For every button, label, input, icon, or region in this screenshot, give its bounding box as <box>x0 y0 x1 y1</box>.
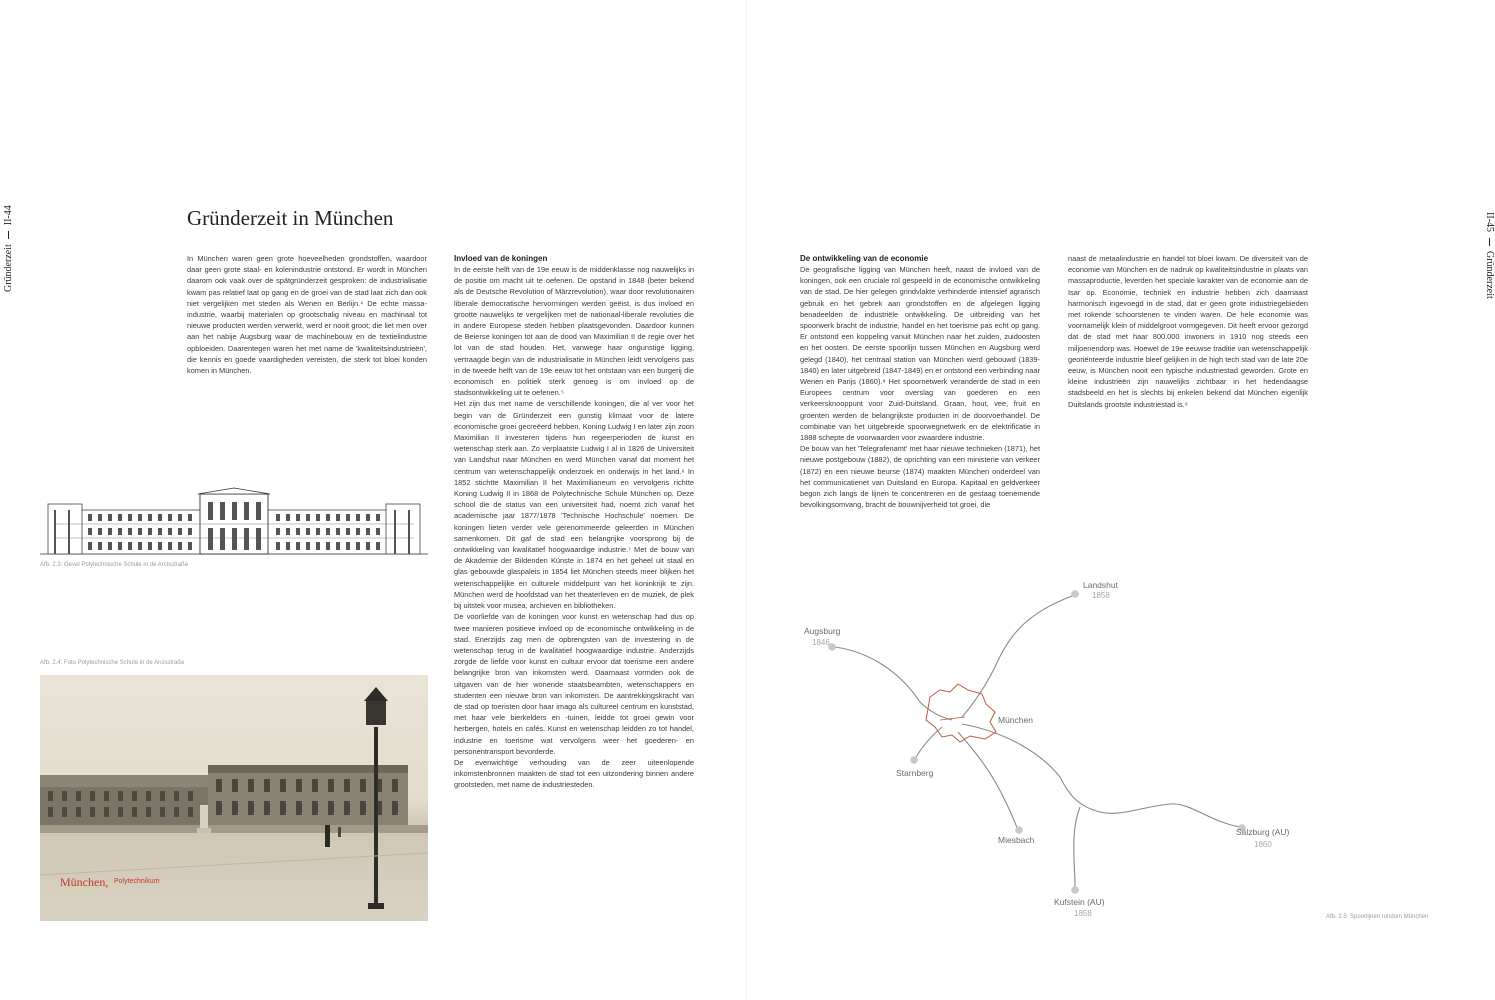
station-label-salzburg: Salzburg (AU) <box>1236 827 1290 837</box>
running-head-left <box>3 205 19 292</box>
polytechnikum-photo <box>40 675 428 921</box>
station-year-salzburg: 1860 <box>1254 840 1272 849</box>
station-year-landshut: 1858 <box>1092 591 1110 600</box>
station-marker-starnberg <box>910 756 918 764</box>
koningen-paragraph-2: Het zijn dus met name de verschillende koningen, die al ver voor het begin van de Gründerzeit een gunstig klimaat voor de latere economische groei gecreëerd hebben. Koning Ludwig I en later zijn zoon Maximilian II investeren tijdens hun regeerperioden de kunst en wetenschap sterk aan. Zo verplaatste Ludwig I al in 1826 de Universiteit van Landshut naar München en werd München vanaf dat moment het centrum van wetenschappelijk onderzoek en onderwijs in het land.⁶ In 1852 stichtte Maximilian II het Maximilianeum en vervolgens richtte Koning Ludwig II in 1868 de Polytechnische Schule München op. Deze school die de status van een universiteit had, noemt zich vanaf het academische jaar 1877/1878 'Technische Hochschule' noemen. De koningen lieten verder vele gerenommeerde geleerden in München samenkomen. Dit gaf de stad een belangrijke voorsprong bij de ontwikkeling van kwalitatief hoogwaardige industrie.⁷ Met de bouw van de Akademie der Bildenden Künste in 1874 en het geheel uit staal en glas gebouwde glaspaleis in 1854 liet München steeds meer blijken het wetenschappelijke en culturele middelpunt van het koninkrijk te zijn. München werd de hoofdstad van het theaterleven en de muziek, de plek bij uitstek voor musea, archieven en bibliotheken. <box>454 399 694 611</box>
running-head-separator <box>1489 238 1490 246</box>
economie-vervolg-paragraph: naast de metaalindustrie en handel tot bloei kwam. De diversiteit van de economie van München en de nadruk op kwaliteitsindustrie in plaats van massaproductie, leverden het speciale karakter van de economie aan de Isar op. Economie, techniek en industrie hebben zich daarnaast harmonisch ingevoegd in de stad, dat er geen grote industriegebieden met rokende schoorstenen te vinden waren. De hele economie was voornamelijk klein of middelgroot vormgegeven. Dit heeft ervoor gezorgd dat de stad met haar 800.000 inwoners in 1910 nog steeds een miljoenendorp was. Hoewel de 19e eeuwse traditie van wetenschappelijk georiënteerde industrie bleef gelijken in de high tech stad van de late 20e eeuw, is München nooit een typische industriestad geworden. Grote en kleine industrieën zijn nauwelijks zichtbaar in het hedendaagse stadsbeeld en het is slechts bij enkelen bekend dat München eigenlijk Duitslands grootste industriestad is.⁹ <box>1068 254 1308 409</box>
station-marker-landshut <box>1071 590 1079 598</box>
photo-label-subtitle: Polytechnikum <box>114 878 160 885</box>
station-marker-kufstein <box>1071 886 1079 894</box>
running-head-page: II-44 <box>3 205 14 226</box>
running-head-section: Gründerzeit <box>1484 251 1495 299</box>
economie-vervolg-column <box>1068 253 1308 443</box>
rail-line-augsburg <box>835 647 952 720</box>
rail-line-landshut <box>962 596 1072 717</box>
economie-paragraph-1: De geografische ligging van München heeft, naast de invloed van de koningen, ook een cruciale rol gespeeld in de economische ontwikkeling van de stad. De hier gelegen grindvlakte verhinderde intensief agrarisch gebruik en het gebrek aan grondstoffen en de afgelegen ligging benadeelden de industriële ontwikkeling. De uitbreiding van het spoorwerk bracht de industrie, handel en het toerisme pas echt op gang. Er ontstond een koppeling vanuit München naar het zuiden, zuidoosten en het oosten. De eerste spoorlijn tussen München en Augsburg werd gelegd (1840), het centraal station van München werd gebouwd (1839-1840) en later uitgebreid (1847-1849) en er ontstond een verbinding naar Wenen en Parijs (1860).⁸ Het spoornetwerk veranderde de stad in een Europees centrum voor overslag van goederen en een verkeersknooppunt voor Zuid-Duitsland. Graan, hout, vee, fruit en groenten werden de belangrijkste producten in de doorvoerhandel. De combinatie van het uitgebreide spoorwegnetwerk en de elektrificatie in 1888 schepte de voorwaarden voor zwaardere industrie. <box>800 265 1040 443</box>
station-label-kufstein: Kufstein (AU) <box>1054 897 1105 907</box>
running-head-right <box>1479 212 1495 299</box>
station-label-landshut: Landshut <box>1083 580 1118 590</box>
photo-label-city: München, <box>60 875 109 889</box>
spread-fold <box>746 0 747 1000</box>
page-title: Gründerzeit in München <box>187 206 394 230</box>
figure-caption: Afb. 2.5: Spoorlijnen rondom München <box>1326 914 1429 920</box>
city-outline <box>926 684 996 742</box>
intro-column <box>187 253 427 403</box>
koningen-paragraph-4: De evenwichtige verhouding van de zeer uiteenlopende inkomstenbronnen maakten de stad tot een uitzondering binnen andere grootsteden, met name de industriesteden. <box>454 757 694 790</box>
koningen-paragraph-3: De voorliefde van de koningen voor kunst en wetenschap had dus op twee manieren positieve invloed op de economische ontwikkeling in de stad. Enerzijds zag men de opbrengsten van de investering in de wetenschap terug in de kwalitatief hoogwaardige industrie. Anderzijds zorgde de liefde voor kunst en cultuur ervoor dat toerisme een andere belangrijke bron van inkomsten werd. Daarnaast vormden ook de uitgaven van de hier wonende staatsbeambten, wetenschappers en studenten een nieuwe bron van inkomsten. De aantrekkingskracht van de stad op toeristen door haar imago als cultureel centrum en kunststad, met haar vele bierkelders en -tuinen, leidde tot groei gewin voor herbergen, hotels en cafés. Kunst en wetenschap leidden zo tot handel, industrie en toerisme wat vervolgens weer het goederen- en personentransport bevorderde. <box>454 612 694 756</box>
koningen-paragraph-1: In de eerste helft van de 19e eeuw is de middenklasse nog nauwelijks in de positie om macht uit te oefenen. De opstand in 1848 (beter bekend als de Deutsche Revolution of Märzrevolution), waar door revolutionairen liberale democratische hervormingen werden geëist, is dus invloed en grootte nauwelijks te vergelijken met de nationaal-liberale revoluties die in andere Europese steden hebben plaatsgevonden. Daardoor kunnen de Beierse koningen tot aan de dood van Maximilian II de regie over het lot van de stad houden. Het, vanwege haar ongunstige ligging, vertraagde begin van de industrialisatie in München leidt vervolgens pas in de tweede helft van de 19e eeuw tot het ontstaan van een burgerij die economisch en politiek sterk genoeg is om invloed op de stadsontwikkeling uit te oefenen.⁵ <box>454 265 694 398</box>
section-heading-economie: De ontwikkeling van de economie <box>800 254 929 263</box>
rail-line-kufstein <box>1074 807 1080 887</box>
station-label-starnberg: Starnberg <box>896 768 934 778</box>
rail-line-salzburg <box>962 724 1240 827</box>
running-head-section: Gründerzeit <box>3 244 14 292</box>
station-label-miesbach: Miesbach <box>998 835 1035 845</box>
figure-caption: Afb. 2.4: Foto Polytechnische Schule in de Arcisstraße <box>40 660 185 666</box>
station-year-augsburg: 1846 <box>812 638 830 647</box>
running-head-separator <box>9 231 10 239</box>
koningen-column <box>454 253 694 879</box>
facade-drawing <box>40 488 428 562</box>
economie-paragraph-2: De bouw van het 'Telegrafenamt' met haar nieuwe technieken (1871), het nieuwe postgebouw (1882), de oprichting van een ministerie van verkeer (1872) en een nieuwe beurse (1874) maakten München onderdeel van het communicatienet van Duitsland en Europa. Kapitaal en geldverkeer begon zich langs de lijnen te concentreren en de gestaag toenemende bevolkingsomvang, bracht de bouwnijverheid tot groei, die <box>800 444 1040 510</box>
economie-column <box>800 253 1040 558</box>
station-label-augsburg: Augsburg <box>804 626 841 636</box>
section-heading-koningen: Invloed van de koningen <box>454 254 548 263</box>
station-year-kufstein: 1858 <box>1074 909 1092 918</box>
figure-caption: Afb. 2.3: Gevel Polytechnische Schule in de Arcisstraße <box>40 562 189 568</box>
station-marker-miesbach <box>1015 826 1023 834</box>
rail-map <box>790 572 1310 922</box>
intro-paragraph: In München waren geen grote hoeveelheden grondstoffen, waardoor daar geen grote staal- en kolenindustrie ontstond. Er wordt in München daarom ook vaak over de spätgründerzeit gesproken: de industrialisatie kwam pas relatief laat op gang en de groei van de stad laat zich dan ook niet vergelijken met steden als Wenen en Berlijn.⁴ De echte massa-industrie, waarbij materialen op grootschalig niveau en machinaal tot nieuwe producten werden verwerkt, werd er nooit groot; die liet men over aan het nabije Augsburg waar de machinebouw en de textielindustrie opbloeiden. Daarentegen waren het met name de 'kwaliteitsindustrieën', die kennis en goede vaardigheden vereisten, die sterk tot bloei konden komen in München. <box>187 254 427 376</box>
running-head-page: II-45 <box>1484 212 1495 232</box>
station-label-muenchen: München <box>998 715 1033 725</box>
rail-line-miesbach <box>958 732 1018 830</box>
